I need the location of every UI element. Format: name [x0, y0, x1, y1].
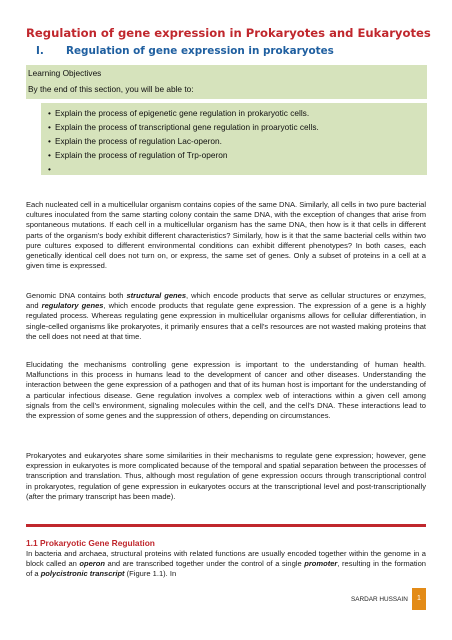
subsection-text: , resulting in the formation of a	[26, 559, 426, 579]
paragraph-2-text: , which encode products that serve as cellular structures or enzymes, and	[26, 291, 427, 311]
section-heading	[36, 45, 436, 57]
objective-text: Explain the process of regulation Lac-operon.	[55, 136, 222, 146]
paragraph-2-text: , which encode products that regulate gene expression. The expression of a gene is a highly regulated process. Whereas regulating gene expression in multicellular organisms allows for cellular differentiation, in single-celled organisms like prokaryotes, it primarily ensures that a cell’s resources are not wasted making proteins that the cell does not need at that time.	[26, 301, 426, 341]
page-number: 1	[412, 588, 426, 610]
subsection-text: (Figure 1.1). In	[124, 569, 177, 579]
subsection-text: In bacteria and archaea, structural proteins with related functions are usually encoded together within the genome in a block called an	[26, 549, 426, 569]
term-structural-genes: structural genes	[126, 291, 187, 300]
bullet-icon: •	[48, 164, 51, 174]
bullet-icon: •	[48, 108, 51, 118]
bullet-icon: •	[48, 136, 51, 146]
objective-text: Explain the process of regulation of Trp-operon	[55, 150, 228, 160]
objective-text: Explain the process of transcriptional gene regulation in proaryotic cells.	[55, 122, 319, 132]
subsection-heading: 1.1 Prokaryotic Gene Regulation	[26, 538, 155, 548]
term-polycistronic-transcript: polycistronic transcript	[40, 569, 125, 579]
learning-objectives-header	[26, 65, 427, 99]
bullet-icon: •	[48, 122, 51, 132]
objective-item	[48, 136, 222, 146]
term-operon: operon	[79, 559, 105, 569]
term-promoter: promoter	[304, 559, 338, 569]
objective-item	[48, 122, 319, 132]
paragraph-2	[26, 291, 426, 342]
document-title: Regulation of gene expression in Prokaryotes and Eukaryotes	[26, 26, 431, 40]
paragraph-3: Elucidating the mechanisms controlling gene expression is important to the understanding of human health. Malfunctions in this process in humans lead to the development of cancer and other diseases. Understanding the interaction between the gene expression of a pathogen and that of its human host is important for the understanding of a particular infectious disease. Gene regulation involves a complex web of interactions within a given cell among signals from the cell’s environment, signaling molecules within the cell, and the cell’s DNA. These interactions lead to the expression of some genes and the suppression of others, depending on circumstances.	[26, 360, 426, 421]
subsection-text: and are transcribed together under the control of a single	[104, 559, 305, 569]
section-number: I.	[36, 45, 44, 57]
objective-item	[48, 150, 228, 160]
learning-objectives-intro: By the end of this section, you will be able to:	[28, 84, 194, 94]
bullet-icon: •	[48, 150, 51, 160]
objective-item	[48, 164, 55, 174]
section-title: Regulation of gene expression in prokaryotes	[66, 45, 334, 57]
paragraph-4: Prokaryotes and eukaryotes share some similarities in their mechanisms to regulate gene expression; however, gene expression in eukaryotes is more complicated because of the temporal and spatial separation between the processes of transcription and translation. Thus, although most regulation of gene expression occurs through transcriptional control in prokaryotes, regulation of gene expression in eukaryotes occurs at the transcriptional level and post-transcriptionally (after the primary transcript has been made).	[26, 451, 426, 501]
term-regulatory-genes: regulatory genes	[41, 301, 104, 311]
section-divider	[26, 524, 426, 527]
paragraph-1: Each nucleated cell in a multicellular organism contains copies of the same DNA. Similarly, all cells in two pure bacterial cultures inoculated from the same starting colony contain the same DNA, with the exception of changes that arise from spontaneous mutations. If each cell in a multicellular organism has the same DNA, then how is it that cells in different parts of the organism’s body exhibit different characteristics? Similarly, how is it that the same bacterial cells within two pure cultures exposed to different environmental conditions can exhibit different phenotypes? In both cases, each genetically identical cell does not turn on, or express, the same set of genes. Only a subset of proteins in a cell at a given time is expressed.	[26, 200, 426, 271]
learning-objectives-title: Learning Objectives	[28, 68, 102, 78]
learning-objectives-list	[41, 103, 427, 175]
footer-author: SARDAR HUSSAIN	[351, 596, 408, 603]
objective-item	[48, 108, 309, 118]
subsection-paragraph	[26, 549, 426, 580]
objective-text: Explain the process of epigenetic gene regulation in prokaryotic cells.	[55, 108, 310, 118]
paragraph-2-text: Genomic DNA contains both	[26, 291, 127, 300]
